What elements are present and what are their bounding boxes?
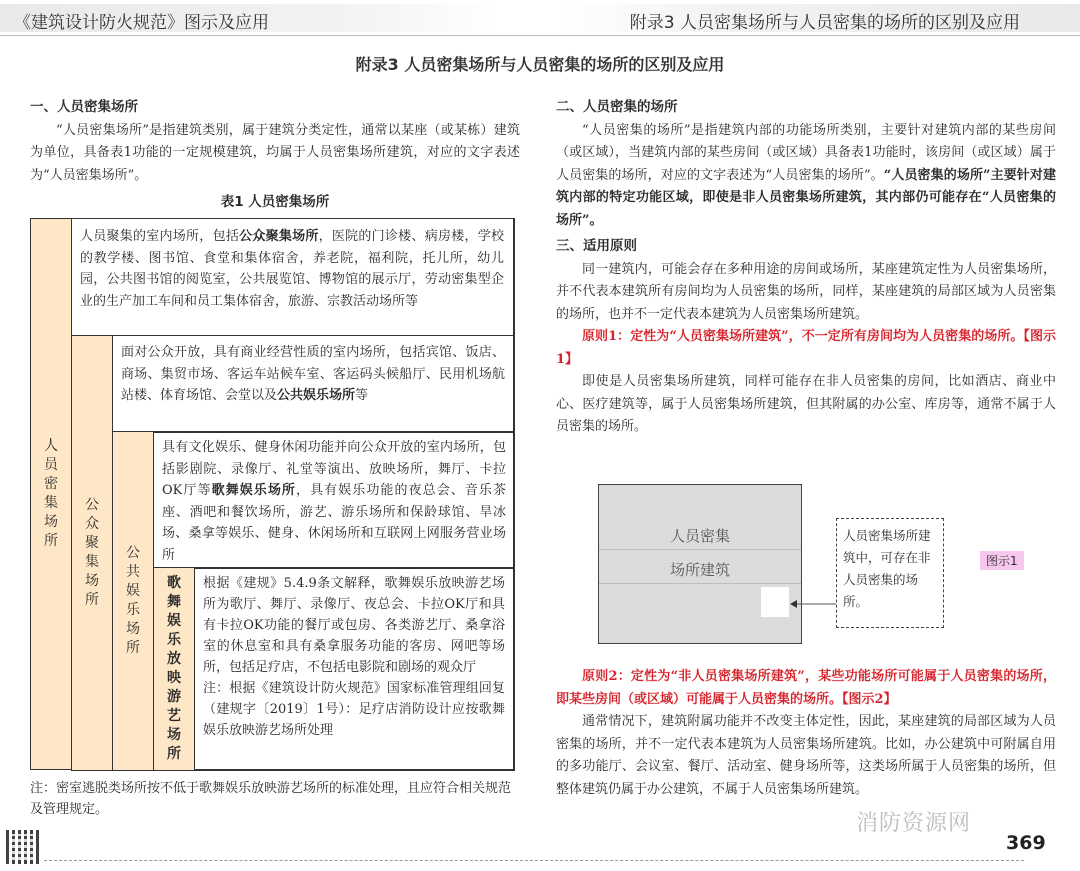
section3-paragraph: 同一建筑内，可能会存在多种用途的房间或场所，某座建筑定性为人员密集场所，并不代表本建筑所有房间均为人员密集的场所，同样，某座建筑的局部区域为人员密集的场所，也并不一定代表本建筑为人员密集场所建筑。 xyxy=(556,261,1056,322)
principle2: 原则2：定性为“非人员密集场所建筑”，某些功能场所可能属于人员密集的场所，即某些房间（或区域）可能属于人员密集的场所。【图示2】 xyxy=(556,669,1056,707)
header-divider xyxy=(0,35,1080,36)
table-col1-cell xyxy=(30,218,72,770)
table-row2-cell xyxy=(112,335,515,433)
table-row3-text: 具有文化娱乐、健身休闲功能并向公众开放的室内场所，包括影剧院、录像厅、礼堂等演出、放映场所，舞厅、卡拉OK厅等歌舞娱乐场所，具有娱乐功能的夜总会、音乐茶座、酒吧和餐饮场所，游艺、游乐场所和保龄球馆、旱冰场、桑拿等娱乐、健身、休闲场所和互联网上网服务营业场所 xyxy=(162,440,506,563)
table-row4-text: 根据《建规》5.4.9条文解释，歌舞娱乐放映游艺场所为歌厅、舞厅、录像厅、夜总会、卡拉OK厅和具有卡拉OK功能的餐厅或包房、各类游艺厅、桑拿浴室的休息室和具有桑拿服务功能的客房、网吧等场所，包括足疗店，不包括电影院和剧场的观众厅 注：根据《建筑设计防火规范》国家标准管理组回复（建规字〔2019〕1号）：足疗店消防设计应按歌舞娱乐放映游艺场所处理 xyxy=(203,573,505,741)
table-col3-cell xyxy=(112,431,154,771)
qr-code xyxy=(6,830,40,864)
running-head: 附录3 人员密集场所与人员密集的场所的区别及应用 xyxy=(629,13,1020,33)
table-row4-cell xyxy=(194,567,515,771)
table-row3-cell xyxy=(153,431,515,569)
section1-title: 一、人员密集场所 xyxy=(30,99,138,115)
building-category-table xyxy=(30,218,514,770)
table-col2-label: 公众聚集场所 xyxy=(85,497,99,608)
figure1-tag: 图示1 xyxy=(980,551,1024,570)
table-row1-cell xyxy=(71,218,515,336)
section2-paragraph: “人员密集的场所”是指建筑内部的功能场所类别，主要针对建筑内部的某些房间（或区域），当建筑内部的某些房间（或区域）具备表1功能时，该房间（或区域）属于人员密集的场所，对应的文字表述为“人员密集的场所”。“人员密集的场所”主要针对建筑内部的特定功能区域，即使是非人员密集场所建筑，其内部仍可能存在“人员密集的场所”。 xyxy=(556,122,1056,228)
footer-divider xyxy=(44,860,1024,861)
table-col4-label: 歌舞娱乐放映游艺场所 xyxy=(167,575,181,762)
section3-title: 三、适用原则 xyxy=(556,238,637,254)
section2-title: 二、人员密集的场所 xyxy=(556,99,678,115)
figure1-arrow xyxy=(788,596,838,612)
figure1-room xyxy=(761,587,789,617)
figure1-line2: 场所建筑 xyxy=(669,561,730,579)
table-col3-label: 公共娱乐场所 xyxy=(126,545,140,656)
table-footnote: 注：密室逃脱类场所按不低于歌舞娱乐放映游艺场所的标准处理，且应符合相关规范及管理规定。 xyxy=(30,781,512,817)
table-row2-text: 面对公众开放，具有商业经营性质的室内场所，包括宾馆、饭店、商场、集贸市场、客运车站候车室、客运码头候船厅、民用机场航站楼、体育场馆、会堂以及公共娱乐场所等 xyxy=(121,345,505,403)
page-heading: 附录3 人员密集场所与人员密集的场所的区别及应用 xyxy=(355,55,725,74)
table-row1-bold: 公众聚集场所 xyxy=(239,229,319,244)
table-row4-note: 注：根据《建筑设计防火规范》国家标准管理组回复（建规字〔2019〕1号）：足疗店消防设计应按歌舞娱乐放映游艺场所处理 xyxy=(203,681,505,738)
section1-paragraph: “人员密集场所”是指建筑类别，属于建筑分类定性，通常以某座（或某栋）建筑为单位，具备表1功能的一定规模建筑，均属于人员密集场所建筑，对应的文字表述为“人员密集场所”。 xyxy=(30,122,520,183)
figure1-building xyxy=(598,484,802,644)
book-title: 《建筑设计防火规范》图示及应用 xyxy=(14,13,269,33)
table-row3-bold: 歌舞娱乐场所 xyxy=(211,483,296,498)
table-col2-cell xyxy=(71,335,113,771)
right-column xyxy=(556,96,1056,439)
table-col4-cell xyxy=(153,567,195,771)
figure1-divider xyxy=(599,583,801,584)
section2-bold: “人员密集的场所”主要针对建筑内部的特定功能区域，即使是非人员密集场所建筑，其内部仍可能存在“人员密集的场所”。 xyxy=(556,167,1056,228)
table-row1-text: 人员聚集的室内场所，包括公众聚集场所，医院的门诊楼、病房楼，学校的教学楼、图书馆、食堂和集体宿舍，养老院，福利院，托儿所，幼儿园，公共图书馆的阅览室，公共展览馆、博物馆的展示厅，劳动密集型企业的生产加工车间和员工集体宿舍，旅游、宗教活动场所等 xyxy=(80,229,504,309)
figure1-divider xyxy=(599,549,801,550)
table-row2-bold: 公共娱乐场所 xyxy=(277,388,356,403)
figure1-line1: 人员密集 xyxy=(669,527,730,545)
table-col1-label: 人员密集场所 xyxy=(44,438,58,549)
watermark: 消防资源网 xyxy=(856,811,972,836)
principle1-paragraph: 即使是人员密集场所建筑，同样可能存在非人员密集的房间，比如酒店、商业中心、医疗建筑等，属于人员密集场所建筑，但其附属的办公室、库房等，通常不属于人员密集的场所。 xyxy=(556,374,1056,434)
right-column-lower xyxy=(556,666,1056,801)
principle2-paragraph: 通常情况下，建筑附属功能并不改变主体定性，因此，某座建筑的局部区域为人员密集的场所，并不一定代表本建筑为人员密集场所建筑。比如，办公建筑中可附属自用的多功能厅、会议室、餐厅、活动室、健身场所等，这类场所属于人员密集的场所，但整体建筑仍属于办公建筑，不属于人员密集场所建筑。 xyxy=(556,714,1056,797)
principle1: 原则1：定性为“人员密集场所建筑”，不一定所有房间均为人员密集的场所。【图示1】 xyxy=(556,329,1056,367)
left-column xyxy=(30,96,520,218)
page-number: 369 xyxy=(1006,832,1046,854)
figure1-callout: 人员密集场所建筑中，可存在非人员密集的场所。 xyxy=(836,518,944,628)
table-title: 表1 人员密集场所 xyxy=(220,194,330,210)
